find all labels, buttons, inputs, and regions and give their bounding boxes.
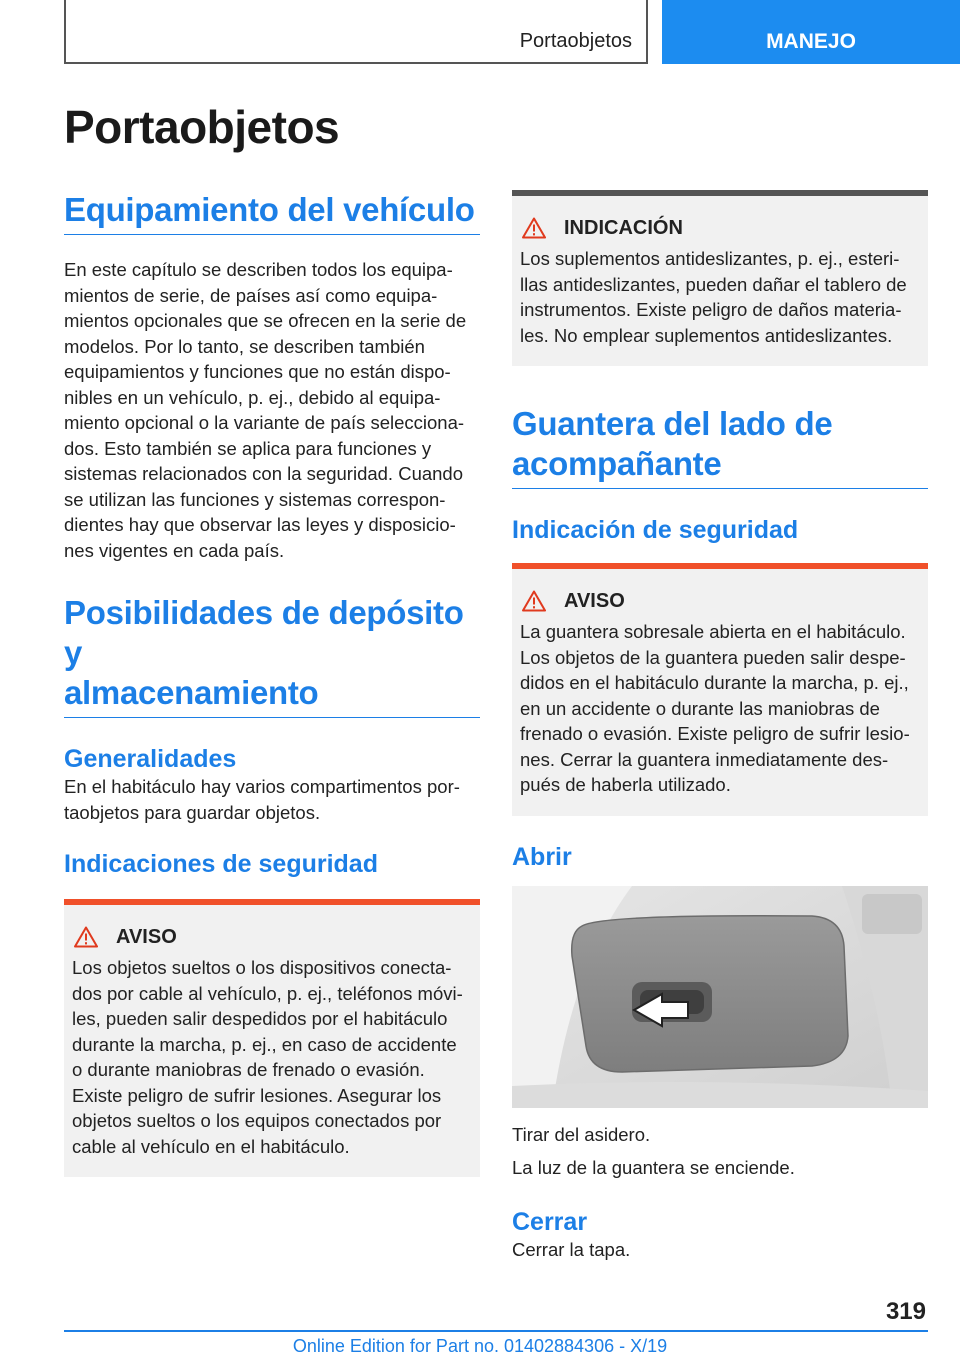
text-line: Existe peligro de sufrir lesiones. Asegurar los <box>72 1084 442 1106</box>
text-line: Los suplementos antideslizantes, p. ej., esteri- <box>520 248 900 269</box>
heading-abrir: Abrir <box>512 842 572 871</box>
text-line: Los objetos de la guantera pueden salir despe- <box>520 646 906 668</box>
heading-cerrar: Cerrar <box>512 1207 588 1236</box>
header-chapter-label: MANEJO <box>766 30 856 53</box>
text-line: mientos de serie, de países así como equipa- <box>64 284 438 306</box>
page-number: 319 <box>885 1298 926 1325</box>
warning-triangle-icon <box>74 926 98 948</box>
warning-text <box>72 955 472 1159</box>
heading-posibilidades <box>64 593 480 718</box>
text-line: instrumentos. Existe peligro de daños materia- <box>520 299 902 320</box>
text-line: se utilizan las funciones y sistemas correspon- <box>64 488 446 510</box>
warning-header <box>520 587 920 615</box>
text-line: miento opcional o la variante de país selecciona- <box>64 412 465 433</box>
text-line: frenado o evasión. Existe peligro de sufrir lesio- <box>520 723 910 744</box>
paragraph-cerrar: Cerrar la tapa. <box>512 1238 631 1260</box>
warning-label: AVISO <box>564 589 625 612</box>
text-line: dientes hay que observar las leyes y disposicio- <box>64 514 456 535</box>
text-line: nibles en un vehículo, p. ej., debido al equipa- <box>64 386 441 408</box>
paragraph-generalidades <box>64 774 480 825</box>
paragraph-abrir-1: Tirar del asidero. <box>512 1123 651 1145</box>
text-line: cable al vehículo en el habitáculo. <box>72 1135 350 1157</box>
note-box-suplementos <box>512 190 928 366</box>
heading-guantera <box>512 404 928 489</box>
text-line: Posibilidades de depósito y <box>64 594 464 671</box>
text-line: en un accidente o durante las maniobras de <box>520 697 880 719</box>
text-line: En este capítulo se describen todos los equipa- <box>64 259 453 280</box>
text-line: nes vigentes en cada país. <box>64 539 285 561</box>
text-line: taobjetos para guardar objetos. <box>64 801 321 823</box>
warning-header <box>72 923 472 951</box>
heading-generalidades: Generalidades <box>64 745 237 773</box>
note-text <box>520 246 920 348</box>
right-column <box>512 190 928 1262</box>
header-section-tab <box>64 0 648 64</box>
heading-equipamiento: Equipamiento del vehículo <box>64 190 480 235</box>
text-line: sistemas relacionados con la seguridad. Cuando <box>64 463 464 484</box>
text-line: o durante maniobras de frenado o evasión. <box>72 1059 425 1080</box>
header-section-label: Portaobjetos <box>519 30 632 52</box>
paragraph-abrir-2: La luz de la guantera se enciende. <box>512 1157 795 1178</box>
text-line: modelos. Por lo tanto, se describen también <box>64 335 425 357</box>
warning-box-guantera <box>512 563 928 816</box>
warning-box-objetos <box>64 899 480 1177</box>
text-line: En el habitáculo hay varios compartimentos por- <box>64 776 460 797</box>
text-line: nes. Cerrar la guantera inmediatamente des- <box>520 748 889 770</box>
paragraph-equipamiento <box>64 257 480 563</box>
text-line: dos por cable al vehículo, p. ej., teléfonos móvi- <box>72 982 463 1004</box>
text-line: La guantera sobresale abierta en el habitáculo. <box>520 621 906 642</box>
warning-triangle-icon <box>522 217 546 239</box>
text-line: acompañante <box>512 445 722 482</box>
left-column <box>64 190 480 1177</box>
footer-divider <box>64 1330 928 1332</box>
page-title: Portaobjetos <box>64 101 340 153</box>
text-line: llas antideslizantes, pueden dañar el tablero de <box>520 273 907 295</box>
heading-indicaciones-seguridad: Indicaciones de seguridad <box>64 850 378 878</box>
text-line: didos en el habitáculo durante la marcha, p. ej., <box>520 672 909 693</box>
text-line: les. No emplear suplementos antideslizantes. <box>520 324 893 346</box>
text-line: objetos sueltos o los equipos conectados por <box>72 1110 442 1131</box>
text-line: dos. Esto también se aplica para funciones y <box>64 437 432 459</box>
footer-edition: Online Edition for Part no. 01402884306 - X/19 <box>292 1336 668 1356</box>
text-line: pués de haberla utilizado. <box>520 774 731 795</box>
text-line: equipamientos y funciones que no están dispo- <box>64 361 451 382</box>
text-line: almacenamiento <box>64 674 319 711</box>
note-header <box>520 214 920 242</box>
text-line: durante la marcha, p. ej., en caso de accidente <box>72 1033 457 1055</box>
text-line: mientos opcionales que se ofrecen en la serie de <box>64 310 467 331</box>
warning-text <box>520 619 920 798</box>
heading-indicacion-seguridad: Indicación de seguridad <box>512 516 799 544</box>
text-line: Guantera del lado de <box>512 405 833 442</box>
text-line: les, pueden salir despedidos por el habitáculo <box>72 1008 448 1029</box>
warning-label: AVISO <box>116 925 177 948</box>
warning-triangle-icon <box>522 590 546 612</box>
glovebox-illustration <box>512 886 928 1108</box>
header-chapter-tab[interactable] <box>662 0 960 64</box>
glovebox-photo <box>512 886 928 1108</box>
note-label: INDICACIÓN <box>564 216 683 239</box>
text-line: Los objetos sueltos o los dispositivos conecta- <box>72 957 452 978</box>
